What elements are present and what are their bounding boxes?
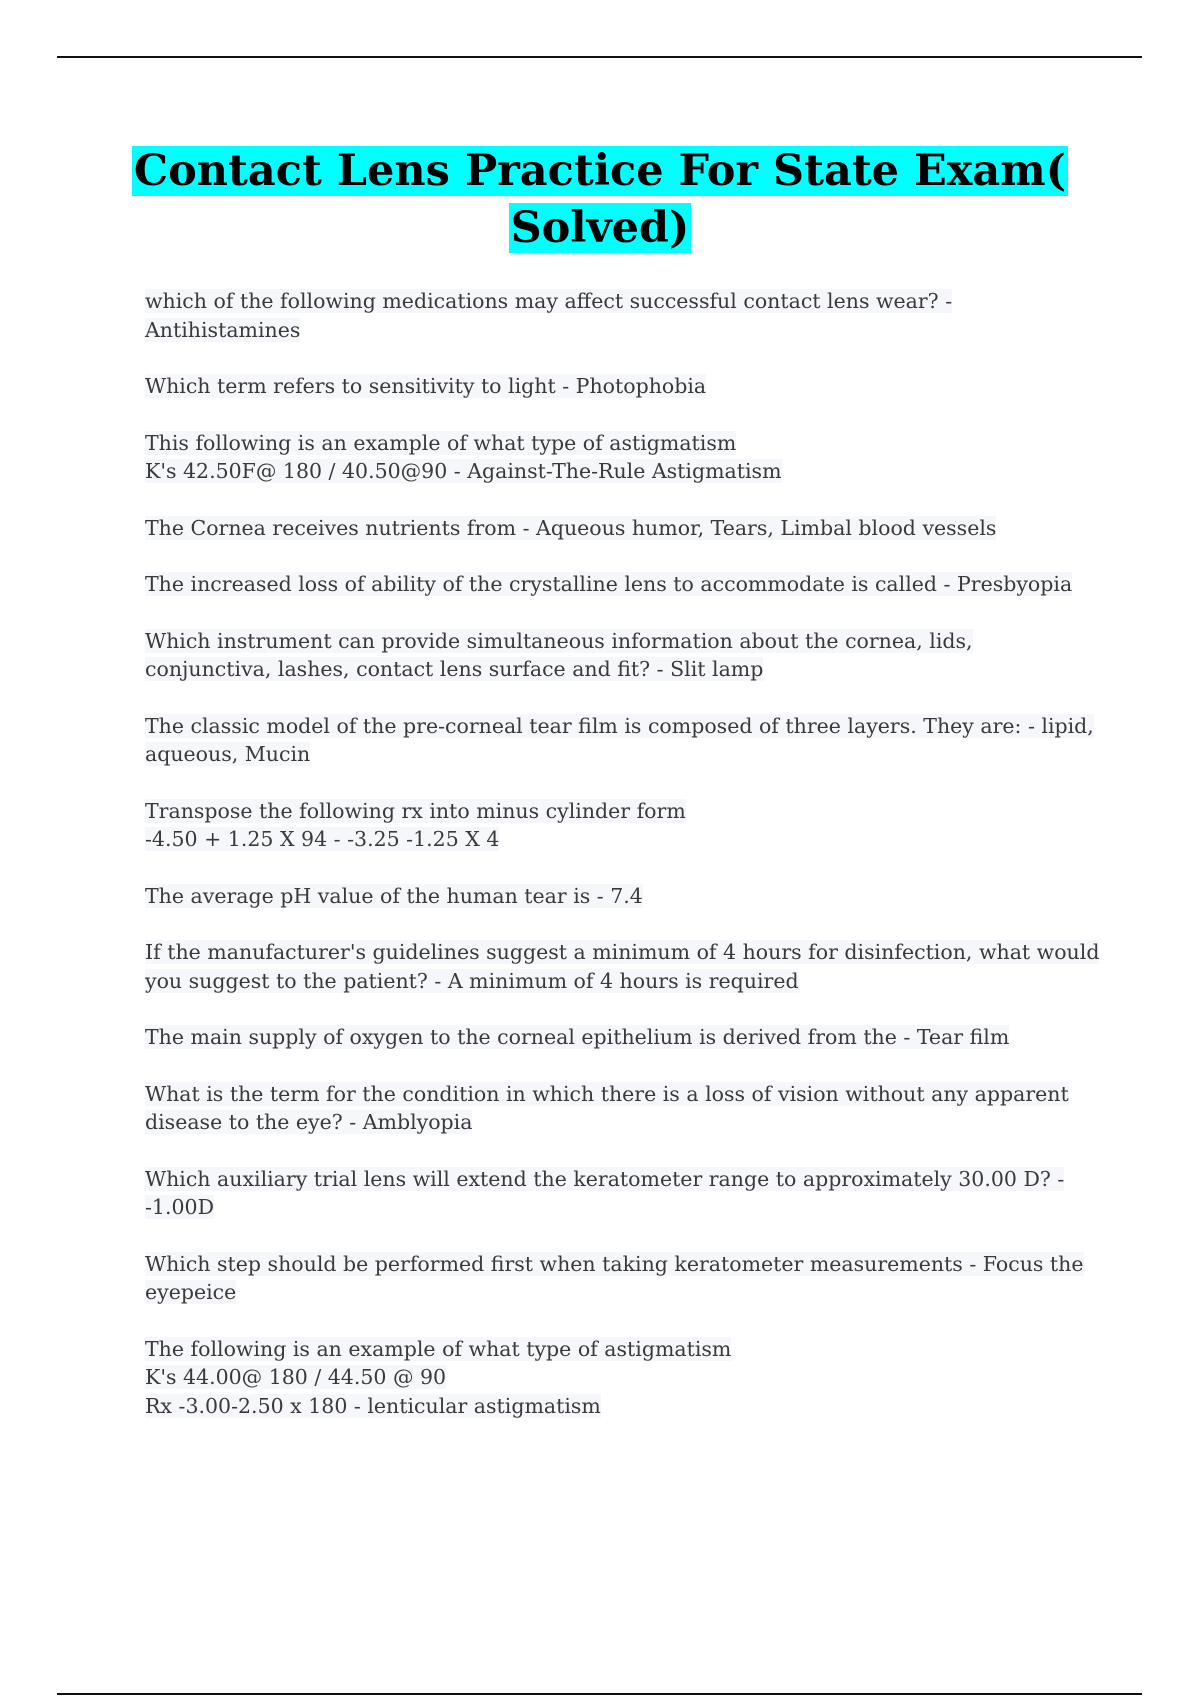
footer-rule (57, 1693, 1142, 1695)
question-answer-list (145, 287, 1105, 1448)
qa-text: The Cornea receives nutrients from - Aqueous humor, Tears, Limbal blood vessels (145, 515, 997, 540)
qa-text: What is the term for the condition in which there is a loss of vision without any apparent disease to the eye? - Amblyopia (145, 1081, 1069, 1134)
qa-text: The increased loss of ability of the crystalline lens to accommodate is called - Presbyopia (145, 572, 1073, 596)
qa-item-9 (145, 882, 1105, 911)
page-title: Contact Lens Practice For State Exam( Solved) (133, 146, 1067, 253)
qa-item-10 (145, 938, 1105, 995)
qa-text: Which step should be performed first when taking keratometer measurements - Focus the eyepeice (145, 1251, 1084, 1304)
page-title-block (100, 143, 1100, 257)
qa-item-13 (145, 1165, 1105, 1222)
qa-item-3 (145, 429, 1105, 486)
qa-text: If the manufacturer's guidelines suggest a minimum of 4 hours for disinfection, what would you suggest to the patient? - A minimum of 4 hours is required (145, 940, 1100, 993)
qa-text: Which instrument can provide simultaneous information about the cornea, lids, conjunctiva, lashes, contact lens surface and fit? - Slit lamp (145, 628, 973, 681)
header-rule (57, 56, 1142, 58)
qa-text: Which auxiliary trial lens will extend the keratometer range to approximately 30.00 D? - -1.00D (145, 1166, 1065, 1219)
qa-item-5 (145, 570, 1105, 599)
qa-text: The main supply of oxygen to the corneal epithelium is derived from the - Tear film (145, 1025, 1010, 1049)
qa-text: The following is an example of what type of astigmatism K's 44.00@ 180 / 44.50 @ 90 Rx -3.00-2.50 x 180 - lenticular astigmatism (145, 1336, 732, 1418)
qa-item-8 (145, 797, 1105, 854)
qa-text: This following is an example of what type of astigmatism K's 42.50F@ 180 / 40.50@90 - Against-The-Rule Astigmatism (145, 430, 782, 483)
qa-item-2 (145, 372, 1105, 401)
qa-text: Transpose the following rx into minus cylinder form -4.50 + 1.25 X 94 - -3.25 -1.25 X 4 (145, 798, 686, 851)
qa-text: The average pH value of the human tear is - 7.4 (145, 883, 643, 908)
qa-item-7 (145, 712, 1105, 769)
qa-text: Which term refers to sensitivity to light - Photophobia (145, 374, 707, 398)
qa-item-12 (145, 1080, 1105, 1137)
qa-item-4 (145, 514, 1105, 543)
qa-item-11 (145, 1023, 1105, 1052)
qa-item-1 (145, 287, 1105, 344)
qa-text: The classic model of the pre-corneal tear film is composed of three layers. They are: - lipid, aqueous, Mucin (145, 713, 1094, 766)
qa-item-15 (145, 1335, 1105, 1421)
qa-item-6 (145, 627, 1105, 684)
qa-text: which of the following medications may affect successful contact lens wear? - Antihistamines (145, 289, 953, 342)
qa-item-14 (145, 1250, 1105, 1307)
